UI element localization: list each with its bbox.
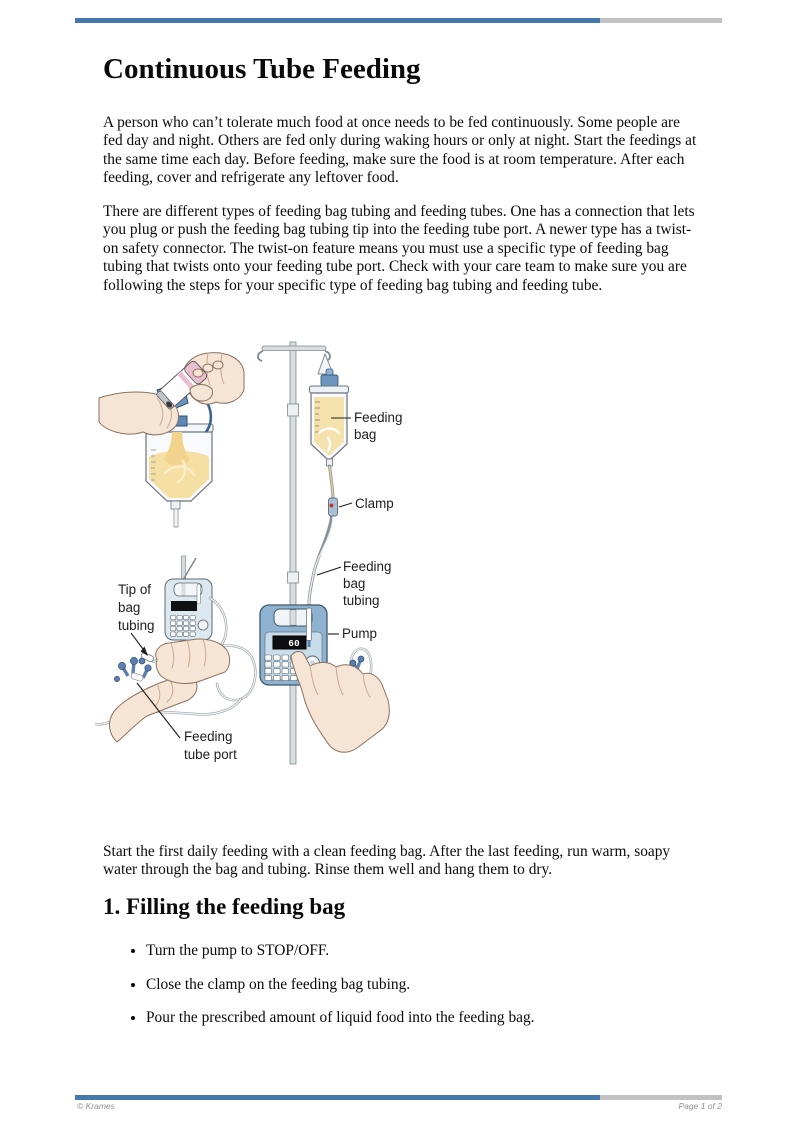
hand-pressing-pump (291, 652, 389, 753)
feeding-tube-port-graphic (114, 657, 151, 681)
tip-label-line3: tubing (118, 618, 155, 633)
tip-label-line1: Tip of (118, 582, 151, 597)
small-pump (165, 579, 212, 640)
page-title: Continuous Tube Feeding (103, 53, 421, 85)
feeding-bag-tubing-label-line3: tubing (343, 593, 380, 608)
footer-accent-bar-gray (600, 1095, 722, 1100)
tip-connection-scene (95, 556, 255, 762)
clamp-label: Clamp (355, 496, 394, 511)
pump-label: Pump (342, 626, 377, 641)
port-label-line2: tube port (184, 747, 237, 762)
tubing-clamp (329, 498, 338, 516)
label-pump (328, 626, 377, 641)
top-accent-bar-blue (75, 18, 600, 23)
feeding-bag-tubing-label-line1: Feeding (343, 559, 392, 574)
feeding-bag-tubing-label-line2: bag (343, 576, 366, 591)
medical-illustration (95, 332, 425, 792)
footer-accent-bar-blue (75, 1095, 600, 1100)
intro-paragraph: A person who can’t tolerate much food at once needs to be fed continuously. Some people are fed day and night. Others are fed only during waking hours or only at night. Start the feedings at the same time each day. Before feeding, make sure the food is at room temperature. After each feeding, cover and refrigerate any leftover food. (103, 114, 697, 187)
footer-page-number: Page 1 of 2 (678, 1101, 722, 1111)
top-accent-bar-gray (600, 18, 722, 23)
label-tip-of-bag-tubing (118, 582, 154, 656)
top-accent-bar (75, 18, 722, 23)
port-label-line1: Feeding (184, 729, 233, 744)
footer-copyright: © Krames (77, 1101, 115, 1111)
list-item: • Close the clamp on the feeding bag tubing. (146, 975, 706, 995)
list-item: • Pour the prescribed amount of liquid food into the feeding bag. (146, 1008, 706, 1028)
cleaning-paragraph: Start the first daily feeding with a clean feeding bag. After the last feeding, run warm, soapy water through the bag and tubing. Rinse them well and hang them to dry. (103, 843, 671, 879)
section-heading: 1. Filling the feeding bag (103, 894, 346, 919)
tip-label-line2: bag (118, 600, 141, 615)
pour-scene (99, 353, 244, 527)
hanging-feeding-bag (310, 354, 349, 466)
feeding-bag-label-line1: Feeding (354, 410, 403, 425)
pump-display-value: 60 (288, 638, 300, 649)
list-item: • Turn the pump to STOP/OFF. (146, 941, 706, 961)
tubing-types-paragraph: There are different types of feeding bag tubing and feeding tubes. One has a connection that lets you plug or push the feeding bag tubing tip into the feeding tube port. A newer type has a twist-on safety connector. The twist-on feature means you must use a specific type of feeding bag tubing that twists onto your feeding tube port. Check with your care team to make sure you are following the steps for your specific type of feeding bag tubing and feeding tube. (103, 203, 695, 294)
footer-accent-bar (75, 1095, 722, 1100)
feeding-bag-tubing-graphic (309, 466, 333, 605)
filling-steps-list (103, 941, 706, 1042)
label-feeding-bag-tubing (317, 559, 391, 608)
feeding-bag-label-line2: bag (354, 427, 377, 442)
pump-drip-chamber (307, 608, 312, 641)
upper-hand-holding-tip (156, 639, 230, 683)
label-clamp (339, 496, 394, 511)
